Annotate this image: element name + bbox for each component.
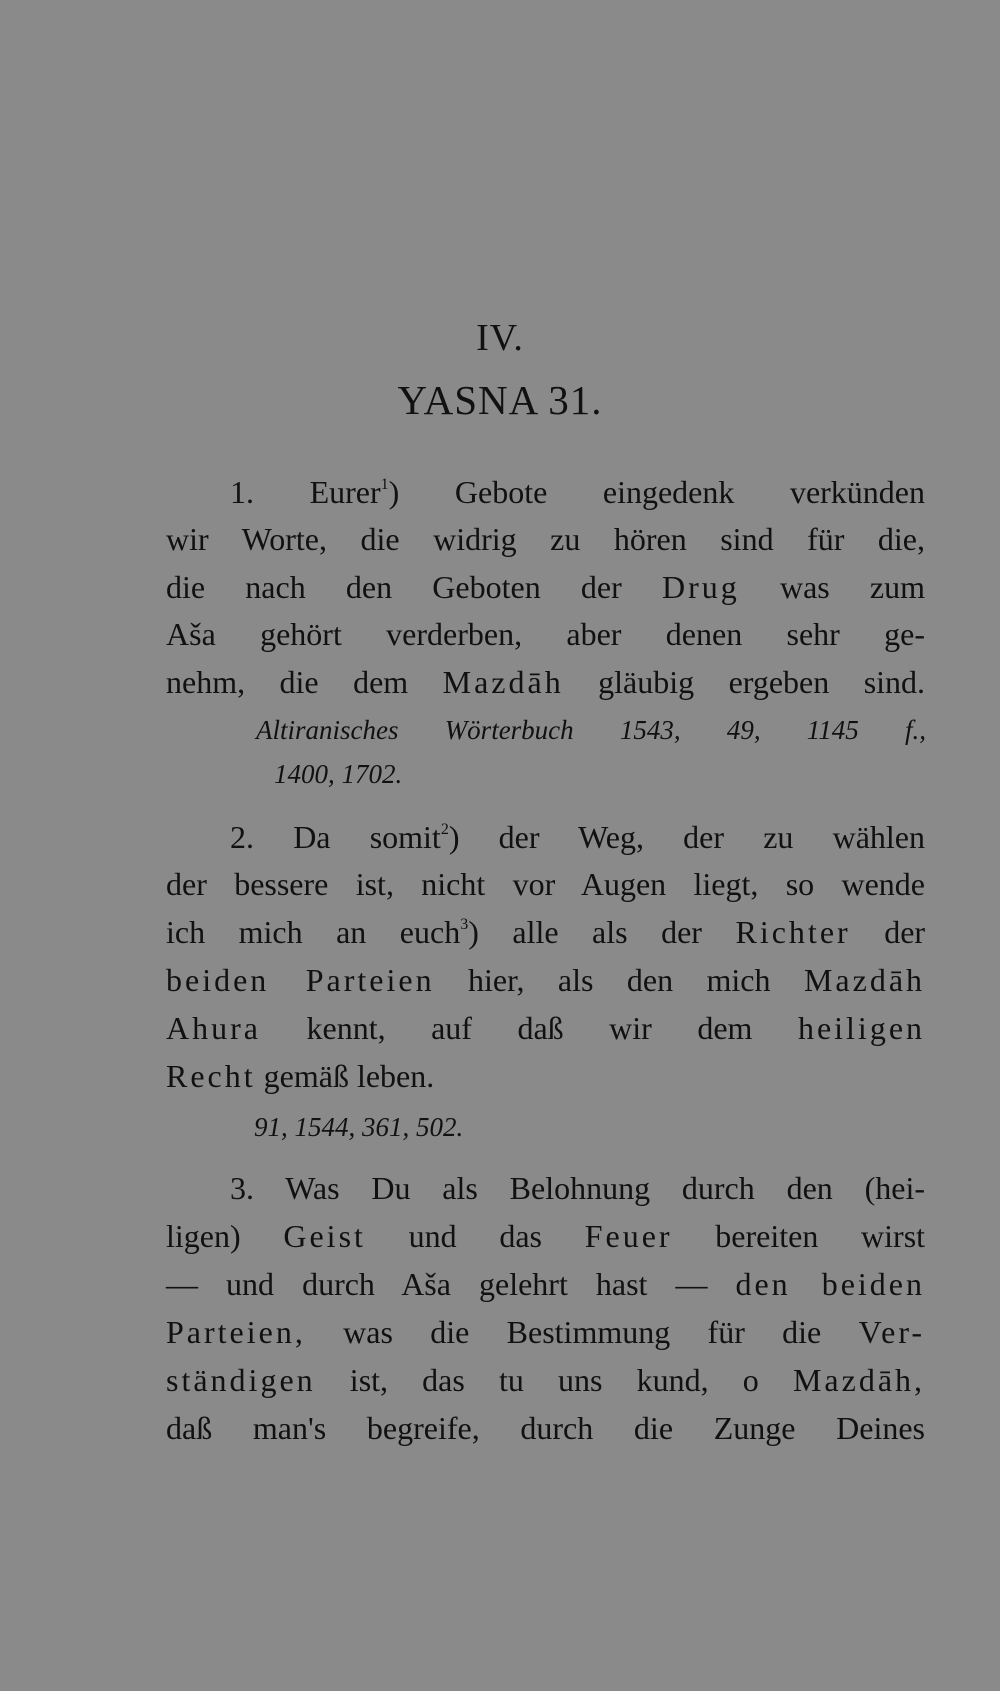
verse-2-reference: 91, 1544, 361, 502. [254,1112,464,1142]
verse-3-line-4: Parteien, was die Bestimmung für die Ver- [166,1314,926,1350]
verse-1-line-3: die nach den Geboten der Drug was zum [166,569,926,605]
verse-3-line-2: ligen) Geist und das Feuer bereiten wirst [166,1218,926,1254]
verse-2-line-1: 2. Da somit$^2$) der Weg, der zu wählen [230,819,925,855]
verse-1-reference: Altiranisches Wörterbuch 1543, 49, 1145 f., [256,715,926,745]
verse-1-reference-cont: 1400, 1702. [274,759,403,789]
verse-3-line-1: 3. Was Du als Belohnung durch den (hei- [230,1170,925,1206]
footnote-marker: 2 [440,821,449,838]
verse-1-line-5: nehm, die dem Mazdāh gläubig ergeben sind. [166,664,926,700]
verse-3-line-6: daß man's begreife, durch die Zunge Deines [166,1410,925,1446]
verse-1-line-4: Aša gehört verderben, aber denen sehr ge- [166,616,925,652]
verse-2-line-3: ich mich an euch$^3$) alle als der Richter der [166,914,926,950]
verse-2-line-2: der bessere ist, nicht vor Augen liegt, so wende [166,866,925,902]
verse-1-line-1: 1. Eurer$^1$) Gebote eingedenk verkünden [230,474,925,510]
verse-3-line-5: ständigen ist, das tu uns kund, o Mazdāh, [166,1362,926,1398]
footnote-marker: 1 [380,476,389,493]
footnote-marker: 3 [460,916,469,933]
chapter-title: YASNA 31. [397,377,603,423]
verse-2-line-5: Ahura kennt, auf daß wir dem heiligen [166,1010,926,1046]
verse-2-line-6: Recht gemäß leben. [166,1058,435,1094]
verse-3-line-3: — und durch Aša gelehrt hast — den beiden [166,1266,925,1302]
verse-2-line-4: beiden Parteien hier, als den mich Mazdāh [166,962,926,998]
chapter-number: IV. [476,317,524,359]
verse-1-line-2: wir Worte, die widrig zu hören sind für die, [166,521,925,557]
